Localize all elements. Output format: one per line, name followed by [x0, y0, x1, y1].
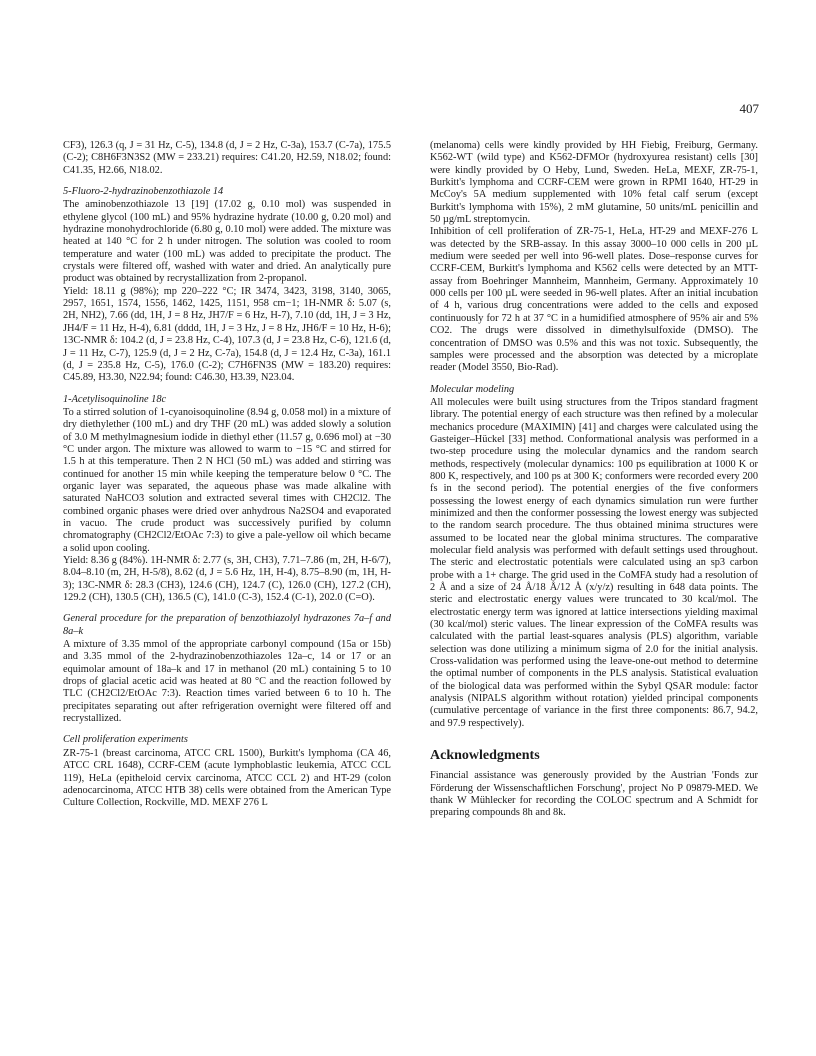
- section-heading: General procedure for the preparation of benzothiazolyl hydrazones 7a–f and 8a–k: [63, 613, 391, 637]
- paragraph: ZR-75-1 (breast carcinoma, ATCC CRL 1500), Burkitt's lymphoma (CA 46, ATCC CRL 1648), CCRF-CEM (acute lymphoblastic leukemia, ATCC CCL 119), HeLa (epitheloid cervix carcinoma, ATCC CCL 2) and HT-29 (colon adenocarcinoma, ATCC HTB 38) cells were obtained from the American Type Culture Collection, Rockville, MD. MEXF 276 L: [63, 747, 391, 809]
- section-heading: Molecular modeling: [430, 383, 515, 395]
- paragraph: CF3), 126.3 (q, J = 31 Hz, C-5), 134.8 (d, J = 2 Hz, C-3a), 153.7 (C-7a), 175.5 (C-2); C8H6F3N3S2 (MW = 233.21) requires: C41.20, H2.59, N18.02; found: C41.35, H2.66, N18.02.: [63, 140, 391, 176]
- paragraph: The aminobenzothiazole 13 [19] (17.02 g, 0.10 mol) was suspended in ethylene glycol (100 mL) and 95% hydrazine hydrate (10.00 g, 0.20 mol) and hydrazine monohydrochloride (6.80 g, 0.10 mol) were added. The mixture was heated at 140 °C for 2 h under nitrogen. The solution was cooled to room temperature and water (100 mL) was added to precipitate the product. The crystals were filtered off, washed with water and dried. An analytically pure product was obtained by recrystallization from 2-propanol.: [63, 199, 391, 285]
- right-column: [430, 140, 758, 820]
- paragraph: Yield: 18.11 g (98%); mp 220–222 °C; IR 3474, 3423, 3198, 3140, 3065, 2957, 1651, 1574, 1556, 1462, 1425, 1151, 958 cm−1; 1H-NMR δ: 5.07 (s, 2H, NH2), 7.66 (dd, 1H, J = 8 Hz, JH7/F = 6 Hz, H-7), 7.10 (dd, 1H, J = 3 Hz, JH4/F = 11 Hz, H-4), 6.81 (dddd, 1H, J = 3 Hz, J = 8 Hz, JH6/F = 10 Hz, H-6); 13C-NMR δ: 104.2 (d, J = 23.8 Hz, C-4), 107.3 (d, J = 23.8 Hz, C-6), 121.6 (d, J = 11 Hz, C-7), 125.9 (d, J = 2 Hz, C-7a), 154.8 (d, J = 12.4 Hz, C-3a), 161.1 (d, J = 235.8 Hz, C-5), 176.0 (C-2); C7H6FN3S (MW = 183.20) requires: C45.89, H3.30, N22.94; found: C46.30, H3.39, N23.04.: [63, 285, 391, 384]
- acknowledgments-heading: Acknowledgments: [430, 748, 540, 764]
- paragraph: Inhibition of cell proliferation of ZR-75-1, HeLa, HT-29 and MEXF-276 L was detected by the SRB-assay. In this assay 3000–10 000 cells in 200 µL medium were seeded per well into 96-well plates. Dose–response curves for CCRF-CEM, Burkitt's lymphoma and K562 cells were detected by an MTT-assay from Boehringer Mannheim, Mannheim, Germany. Approximately 10 000 cells per 100 µL were seeded in 96-well plates. After an initial incubation of 4 h, various drug concentrations were added to the cells and exposed continuously for 72 h at 37 °C in a humidified atmosphere of 95% air and 5% CO2. The drugs were dissolved in dimethylsulfoxide (DMSO). The concentration of DMSO was 0.5% and this was not toxic. Subsequently, the samples were processed and the absorption was detected by a microplate reader (Model 3550, Bio-Rad).: [430, 226, 758, 374]
- section-heading: 5-Fluoro-2-hydrazinobenzothiazole 14: [63, 186, 224, 198]
- paragraph: (melanoma) cells were kindly provided by HH Fiebig, Freiburg, Germany. K562-WT (wild type) and K562-DFMOr (hydroxyurea resistant) cells [30] were kindly provided by O Heby, Lund, Sweden. HeLa, MEXF, ZR-75-1, Burkitt's lymphoma and CCRF-CEM were grown in RPMI 1640, HT-29 in McCoy's 5A medium supplemented with 10% fetal calf serum (except Burkitt's lymphoma with 15%), 2 mM glutamine, 50 units/mL penicillin and 50 µg/mL streptomycin.: [430, 140, 758, 226]
- section-heading: 1-Acetylisoquinoline 18c: [63, 393, 167, 405]
- section-heading: Cell proliferation experiments: [63, 734, 188, 746]
- paragraph: Yield: 8.36 g (84%). 1H-NMR δ: 2.77 (s, 3H, CH3), 7.71–7.86 (m, 2H, H-6/7), 8.04–8.10 (m, 2H, H-5/8), 8.62 (d, J = 5.6 Hz, 1H, H-4), 8.75–8.90 (m, 1H, H-3); 13C-NMR δ: 28.3 (CH3), 124.6 (CH), 124.7 (C), 126.0 (CH), 127.2 (CH), 129.2 (CH), 130.5 (CH), 136.5 (C), 141.0 (C-3), 152.4 (C-1), 202.0 (C=O).: [63, 555, 391, 604]
- page-number: 407: [739, 101, 759, 116]
- paragraph: Financial assistance was generously provided by the Austrian 'Fonds zur Förderung der Wissenschaftlichen Forschung', project No P 09879-MED. We thank W Mühlecker for recording the COLOC spectrum and A Schmidt for preparing compounds 8h and 8k.: [430, 770, 758, 819]
- paragraph: A mixture of 3.35 mmol of the appropriate carbonyl compound (15a or 15b) and 3.35 mmol of the 2-hydrazinobenzothiazoles 12a–c, 14 or 17 or an equimolar amount of 18a–k and 17 in methanol (20 mL) containing 5 to 10 drops of glacial acetic acid was heated at 80 °C and the reaction followed by TLC (CH2Cl2/EtOAc 7:3). Reaction times varied between 6 to 10 h. The precipitates separating out after refrigeration overnight were filtered off and recrystallized.: [63, 639, 391, 725]
- paragraph: To a stirred solution of 1-cyanoisoquinoline (8.94 g, 0.058 mol) in a mixture of dry diethylether (100 mL) and dry THF (20 mL) was added slowly a solution of 3.0 M methylmagnesium iodide in diethyl ether (11.57 g, 0.696 mol) at −30 °C under argon. The mixture was allowed to warm to −15 °C and stirred for 1.5 h at this temperature. Then 2 N HCl (50 mL) was added and stirring was continued for another 15 min while keeping the temperature below 0 °C. The organic layer was separated, the aqueous phase was made alkaline with saturated NaHCO3 solution and extracted several times with CH2Cl2. The combined organic phases were dried over anhydrous Na2SO4 and evaporated in vacuo. The crude product was successively purified by column chromatography (CH2Cl2/EtOAc 7:3) to give a pale-yellow oil which became a solid upon cooling.: [63, 406, 391, 554]
- left-column: [63, 140, 391, 810]
- paragraph: All molecules were built using structures from the Tripos standard fragment library. The potential energy of each structure was then refined by a molecular mechanics procedure (MAXIMIN) [41] and charges were calculated using the Gasteiger–Hückel [33] method. Conformational analysis was performed in a two-step procedure using the molecular dynamics and the random search methods, respectively (molecular dynamics: 100 ps equilibration at 1000 K or 800 K, respectively, and 100 ps at 300 K; conformers were recorded every 200 fs in the second period). The potential energies of the five conformers possessing the lowest energy of each dynamics simulation run were further minimized and then the conformer possessing the lowest energy was subjected to the random search procedure. The thus obtained minima structures were assumed to be located near the global minima structures. The comparative molecular field analysis was performed with default settings used throughout. The steric and electrostatic potentials were calculated using an sp3 carbon probe with a 1+ charge. The grid used in the CoMFA study had a resolution of 2 Å and a size of 24 Å/18 Å/12 Å (x/y/z) resulting in 648 data points. The steric and electrostatic energy values were truncated to 30 kcal/mol. The electrostatic energy term was ignored at lattice intersections yielding maximal (30 kcal/mol) steric values. The linear expression of the CoMFA results was calculated with the partial least-squares analysis (PLS) algorithm, variable selection was done utilizing a minimum sigma of 2.0 for the initial analysis. Cross-validation was performed using the leave-one-out method to determine the optimal number of components in the PLS analysis. Statistical evaluation of the biological data was performed within the Sybyl QSAR module: factor analysis (NIPALS algorithm without rotation) yielded principal components (cumulative percentage of variance in the first three components: 86.7, 94.2, and 97.9 respectively).: [430, 396, 758, 729]
